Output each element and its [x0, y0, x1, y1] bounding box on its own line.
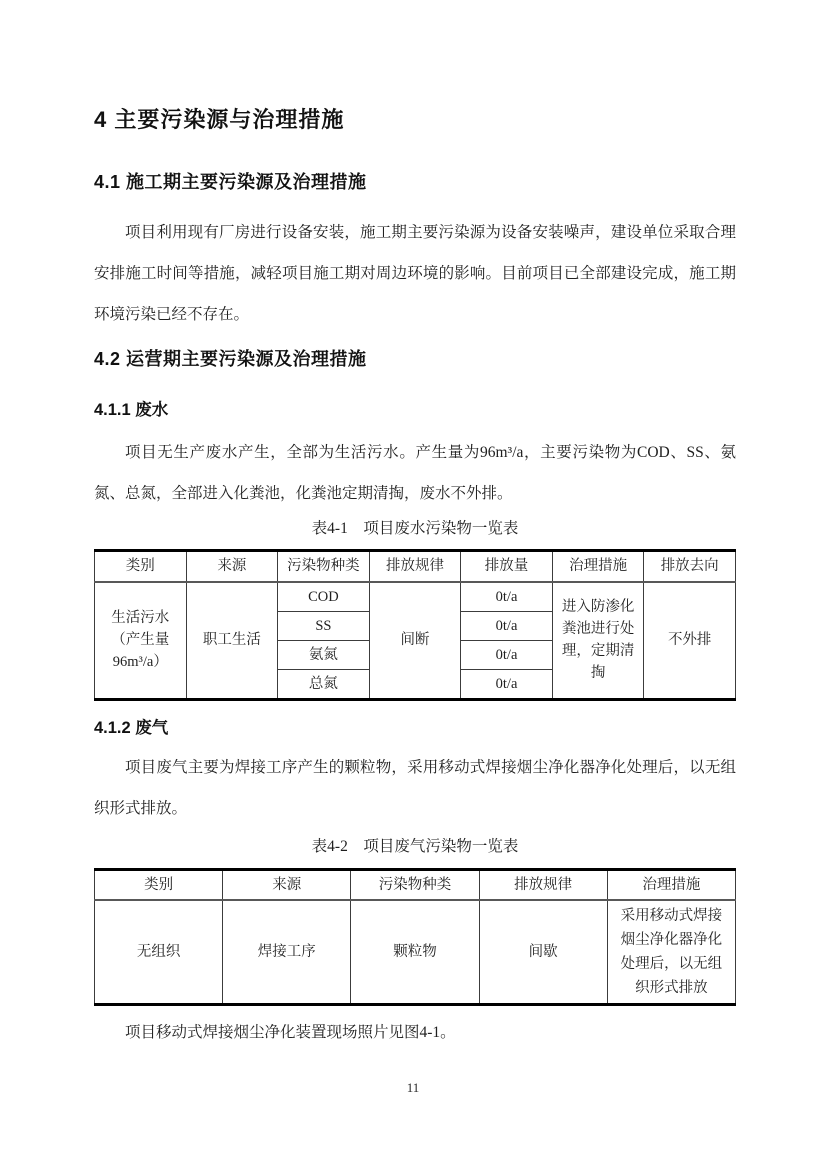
cell-category: 无组织 — [95, 900, 223, 1005]
column-header-discharge-amount: 排放量 — [461, 551, 553, 582]
cell-amount: 0t/a — [461, 611, 553, 640]
page-number: 11 — [406, 1080, 420, 1095]
table-4-1-header-row — [95, 551, 736, 582]
cell-source: 职工生活 — [186, 582, 278, 700]
column-header-source: 来源 — [223, 869, 351, 900]
table-row — [95, 900, 736, 1005]
cell-pollutant: 总氮 — [278, 669, 370, 699]
section-4-2-heading: 4.2 运营期主要污染源及治理措施 — [94, 349, 367, 369]
cell-amount: 0t/a — [461, 640, 553, 669]
column-header-category: 类别 — [95, 869, 223, 900]
cell-discharge-pattern: 间歇 — [479, 900, 607, 1005]
cell-pollutant: SS — [278, 611, 370, 640]
construction-period-paragraph: 项目利用现有厂房进行设备安装，施工期主要污染源为设备安装噪声，建设单位采取合理安排施工时间等措施，减轻项目施工期对周边环境的影响。目前项目已全部建设完成，施工期环境污染已经不存在。 — [94, 224, 736, 323]
column-header-treatment: 治理措施 — [607, 869, 735, 900]
section-4-1-1-heading: 4.1.1 废水 — [94, 401, 169, 419]
cell-amount: 0t/a — [461, 582, 553, 612]
chapter-heading: 4 主要污染源与治理措施 — [94, 107, 345, 132]
column-header-pollutant-type: 污染物种类 — [351, 869, 479, 900]
photo-reference-paragraph: 项目移动式焊接烟尘净化装置现场照片见图4-1。 — [125, 1024, 456, 1041]
column-header-discharge-pattern: 排放规律 — [479, 869, 607, 900]
cell-pollutant: 氨氮 — [278, 640, 370, 669]
cell-source: 焊接工序 — [223, 900, 351, 1005]
table-4-2-caption: 表4-2 项目废气污染物一览表 — [311, 837, 519, 855]
table-row — [95, 582, 736, 612]
wastewater-paragraph: 项目无生产废水产生，全部为生活污水。产生量为96m³/a，主要污染物为COD、SS、氨氮、总氮，全部进入化粪池，化粪池定期清掏，废水不外排。 — [94, 444, 736, 502]
section-4-1-2-heading: 4.1.2 废气 — [94, 718, 169, 737]
column-header-pollutant-type: 污染物种类 — [278, 551, 370, 582]
column-header-treatment: 治理措施 — [552, 551, 644, 582]
column-header-category: 类别 — [95, 551, 187, 582]
exhaust-gas-paragraph: 项目废气主要为焊接工序产生的颗粒物，采用移动式焊接烟尘净化器净化处理后，以无组织形式排放。 — [94, 758, 736, 817]
wastewater-pollutants-table — [94, 549, 736, 701]
exhaust-gas-pollutants-table — [94, 868, 736, 1007]
column-header-discharge-pattern: 排放规律 — [369, 551, 461, 582]
cell-discharge-pattern: 间断 — [369, 582, 461, 700]
table-4-1-caption: 表4-1 项目废水污染物一览表 — [311, 520, 519, 537]
cell-amount: 0t/a — [461, 669, 553, 699]
cell-pollutant: 颗粒物 — [351, 900, 479, 1005]
cell-treatment: 采用移动式焊接烟尘净化器净化处理后，以无组织形式排放 — [607, 900, 735, 1005]
cell-category: 生活污水（产生量96m³/a） — [95, 582, 187, 700]
cell-pollutant: COD — [278, 582, 370, 612]
column-header-source: 来源 — [186, 551, 278, 582]
table-4-2-header-row — [95, 869, 736, 900]
cell-destination: 不外排 — [644, 582, 736, 700]
column-header-destination: 排放去向 — [644, 551, 736, 582]
section-4-1-heading: 4.1 施工期主要污染源及治理措施 — [94, 172, 367, 192]
cell-treatment: 进入防渗化粪池进行处理，定期清掏 — [552, 582, 644, 700]
